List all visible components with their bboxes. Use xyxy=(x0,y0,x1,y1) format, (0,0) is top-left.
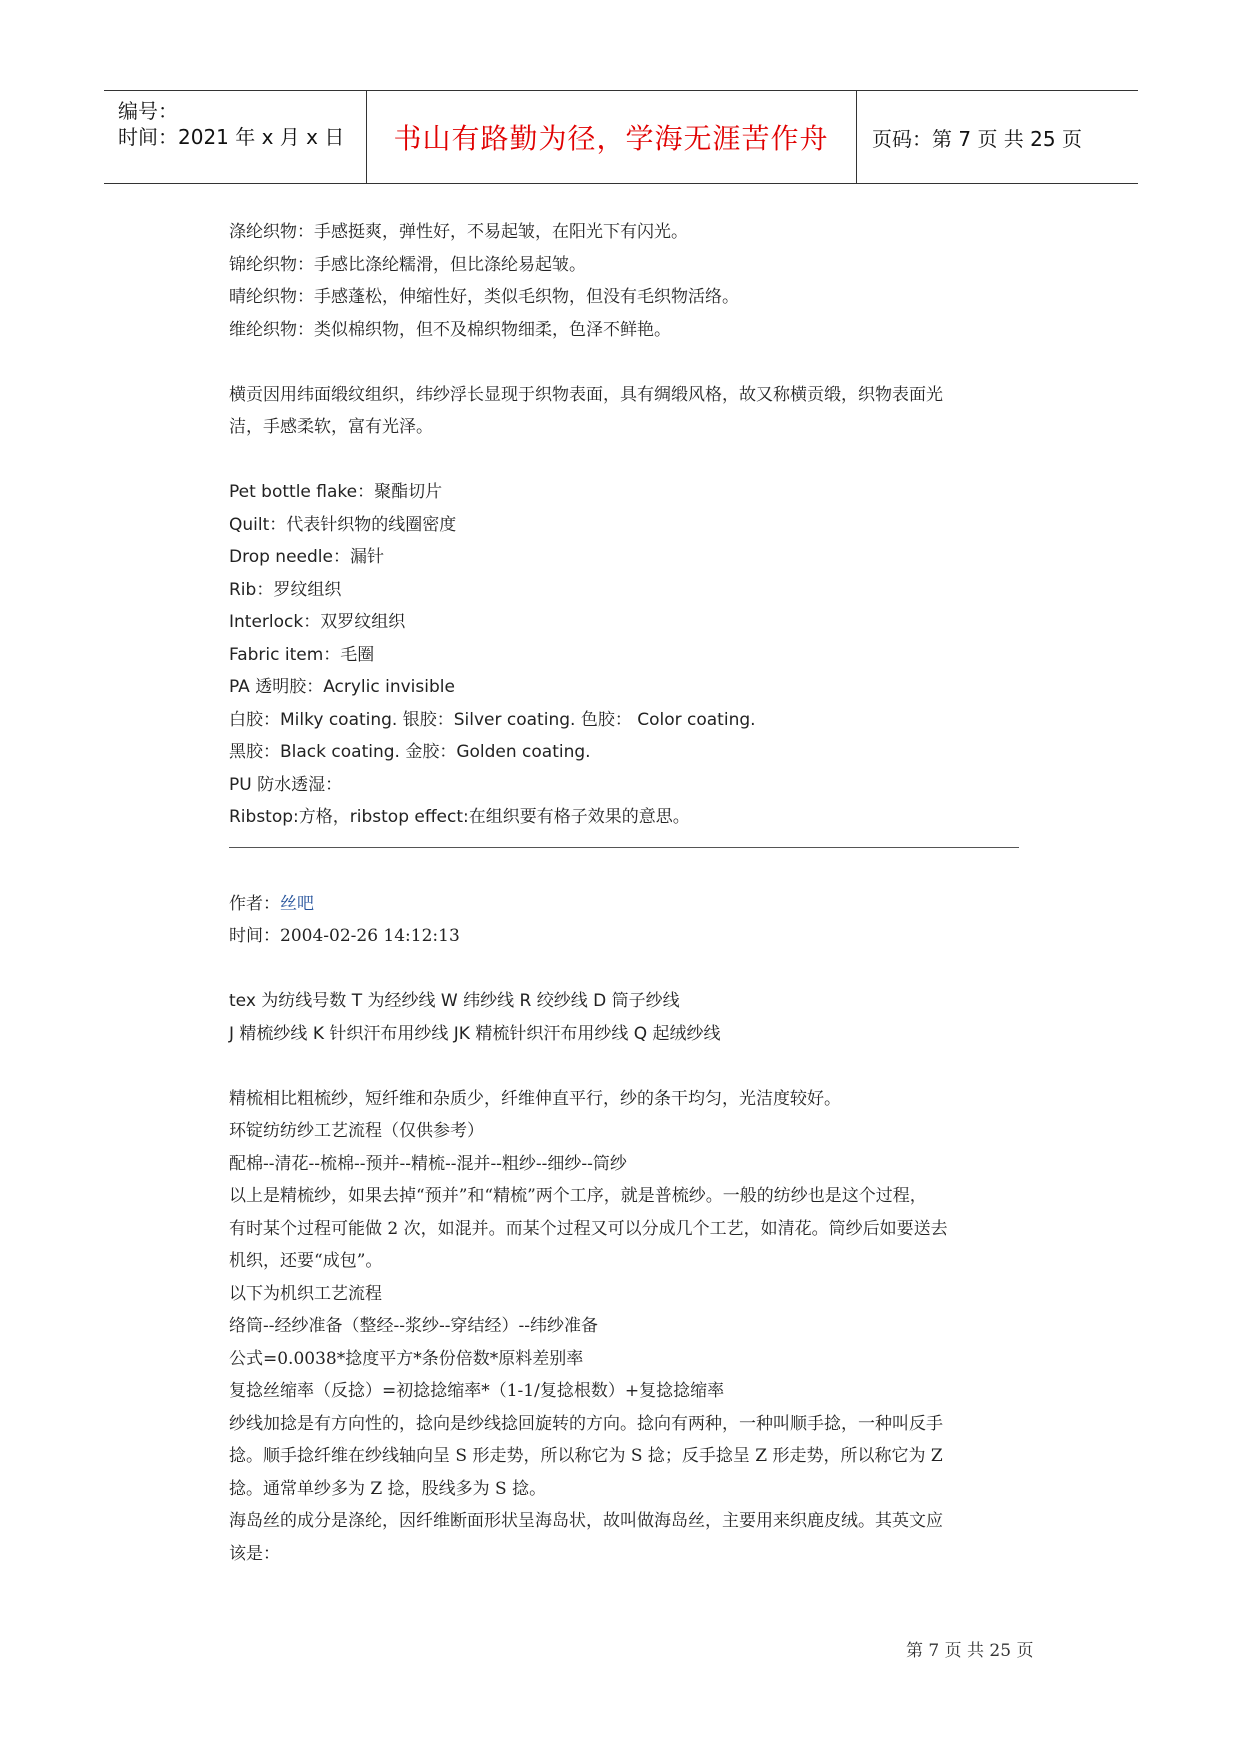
author-link[interactable]: 丝吧 xyxy=(280,893,314,914)
text-line: 机织，还要“成包”。 xyxy=(229,1251,383,1271)
glossary-item: 白胶：Milky coating. 银胶：Silver coating. 色胶： Color coating. xyxy=(229,709,756,730)
header-divider-right xyxy=(856,91,857,183)
text-line: 捻。通常单纱多为 Z 捻，股线多为 S 捻。 xyxy=(229,1478,547,1499)
text-line: 该是： xyxy=(229,1543,280,1564)
text-line: 以下为机织工艺流程 xyxy=(229,1283,382,1304)
document-date-label: 时间：2021 年 x 月 x 日 xyxy=(118,125,345,149)
header-meta xyxy=(118,91,358,183)
text-line: 络筒--经纱准备（整经--浆纱--穿结经）--纬纱准备 xyxy=(229,1316,598,1336)
text-line: 复捻丝缩率（反捻）=初捻捻缩率*（1-1/复捻根数）+复捻捻缩率 xyxy=(229,1381,725,1401)
glossary-item: Pet bottle flake：聚酯切片 xyxy=(229,482,443,502)
text-line: 环锭纺纺纱工艺流程（仅供参考） xyxy=(229,1121,484,1141)
text-line: 公式=0.0038*捻度平方*条份倍数*原料差别率 xyxy=(229,1348,584,1369)
glossary-item: Quilt：代表针织物的线圈密度 xyxy=(229,514,457,535)
text-line: 有时某个过程可能做 2 次，如混并。而某个过程又可以分成几个工艺，如清花。筒纱后如要送去 xyxy=(229,1218,948,1239)
spinning-process-section xyxy=(229,1083,1019,1571)
glossary-item: Drop needle：漏针 xyxy=(229,547,384,567)
fiber-properties-section xyxy=(229,216,1019,346)
text-line: 捻。顺手捻纤维在纱线轴向呈 S 形走势，所以称它为 S 捻；反手捻呈 Z 形走势，所以称它为 Z xyxy=(229,1446,943,1466)
page-header xyxy=(104,90,1138,184)
glossary-item: Fabric item：毛圈 xyxy=(229,644,375,665)
text-line: 洁，手感柔软，富有光泽。 xyxy=(229,417,433,437)
text-line: 晴纶织物：手感蓬松，伸缩性好，类似毛织物，但没有毛织物活络。 xyxy=(229,287,739,307)
sateen-section xyxy=(229,379,1019,444)
glossary-item: Rib：罗纹组织 xyxy=(229,579,342,600)
post-meta xyxy=(229,888,1019,953)
glossary-item: Ribstop:方格，ribstop effect:在组织要有格子效果的意思。 xyxy=(229,807,690,827)
glossary-item: PA 透明胶：Acrylic invisible xyxy=(229,677,455,697)
post-time: 时间：2004-02-26 14:12:13 xyxy=(229,926,460,946)
text-line: 海岛丝的成分是涤纶，因纤维断面形状呈海岛状，故叫做海岛丝，主要用来织鹿皮绒。其英文应 xyxy=(229,1511,943,1531)
header-page-number: 页码：第 7 页 共 25 页 xyxy=(872,126,1082,151)
text-line: 维纶织物：类似棉织物，但不及棉织物细柔，色泽不鲜艳。 xyxy=(229,319,671,340)
document-number-label: 编号： xyxy=(118,99,178,123)
text-line: 横贡因用纬面缎纹组织，纬纱浮长显现于织物表面，具有绸缎风格，故又称横贡缎，织物表面光 xyxy=(229,384,943,405)
text-line: 涤纶织物：手感挺爽，弹性好，不易起皱，在阳光下有闪光。 xyxy=(229,222,688,242)
post-author xyxy=(229,888,1019,921)
header-motto: 书山有路勤为径，学海无涯苦作舟 xyxy=(393,122,829,155)
text-line: tex 为纺线号数 T 为经纱线 W 纬纱线 R 绞纱线 D 筒子纱线 xyxy=(229,991,680,1011)
document-body xyxy=(229,216,1019,1570)
glossary-section xyxy=(229,476,1019,834)
author-label: 作者： xyxy=(229,893,280,914)
glossary-item: PU 防水透湿： xyxy=(229,774,343,795)
page-footer: 第 7 页 共 25 页 xyxy=(906,1641,1034,1661)
text-line: 精梳相比粗梳纱，短纤维和杂质少，纤维伸直平行，纱的条干均匀，光洁度较好。 xyxy=(229,1088,841,1109)
section-divider xyxy=(229,847,1019,848)
text-line: 纱线加捻是有方向性的，捻向是纱线捻回旋转的方向。捻向有两种，一种叫顺手捻，一种叫反手 xyxy=(229,1413,943,1434)
glossary-item: Interlock：双罗纹组织 xyxy=(229,612,406,632)
text-line: 以上是精梳纱，如果去掉“预并”和“精梳”两个工序，就是普梳纱。一般的纺纱也是这个过程， xyxy=(229,1186,927,1206)
text-line: J 精梳纱线 K 针织汗布用纱线 JK 精梳针织汗布用纱线 Q 起绒纱线 xyxy=(229,1023,721,1044)
text-line: 锦纶织物：手感比涤纶糯滑，但比涤纶易起皱。 xyxy=(229,254,586,275)
glossary-item: 黑胶：Black coating. 金胶：Golden coating. xyxy=(229,742,591,762)
text-line: 配棉--清花--梳棉--预并--精梳--混并--粗纱--细纱--筒纱 xyxy=(229,1153,627,1174)
yarn-codes-section xyxy=(229,985,1019,1050)
